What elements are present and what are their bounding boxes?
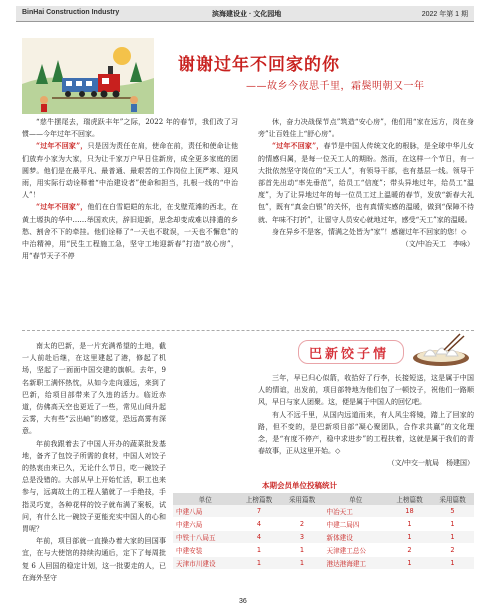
table-row: 天津市川建设 1 1 港达港海建工 1 1 <box>173 557 474 570</box>
paragraph: “过年不回家”，只是因为责任在肩，使命在前，责任和使命让他们放弃小家为大家，只为让千家万户早日住新房，成全更多家庭的团圆梦。他们是在最平凡、最普通、最艰苦的工作岗位上顶严寒、迎风雨，用实际行动诠释着“中治建设者”使命和担当，扎根一线的“中治人”！ <box>22 141 238 200</box>
table-row: 中铁十八局五 4 3 新体建设 1 1 <box>173 531 474 544</box>
paragraph: 有人不远千里，从国内远道而来，有人风尘将镜，踏上了回家的路，但不变的，是巴新项目部“凝心聚团队，合作求共赢”的文化理念，是“有度不停产，稳中求进步”的工程扶着，这就是属于我们的青春故事，正从这里开始。◇ <box>258 410 474 456</box>
column-header: 单位 <box>173 493 238 505</box>
author-signature: （文/中冶天工 李咏） <box>401 240 474 249</box>
paragraph: 年前，项目部就一直操办着大家的回国事宜，在与大使馆的持续沟通后，定下了每周批复 6 人回国的稳定计划，这一批要走的人，已在海外坚守 <box>22 537 166 582</box>
article1-column-left <box>22 116 238 262</box>
column-header: 单位 <box>324 493 389 505</box>
author-signature: （文/中交一航局 杨建国） <box>387 459 474 468</box>
section-divider <box>22 330 474 331</box>
paragraph: 休，奋力决战保节点”筑造“安心房”，他们用“家在远方，岗在身旁”让百姓住上“舒心房”。 <box>258 118 474 139</box>
paragraph: 南太的巴新，是一片充满希望的土地，截一人前赴后继，在这里建起了港，修起了机场，坚起了一面面中国交建的旗帜。去年，9 名新职工满怀热忱，从如今走向遥远，来到了巴新，给项目部带来了久违的活力。临近赤道，仿佛高天空也更近了一些，常见山间升起云雾，大有些“云出岫”的感觉，恐远高雾有深意。 <box>22 342 166 436</box>
article-title: 谢谢过年不回家的你 <box>178 55 340 75</box>
header-right: 2022 年第 1 期 <box>421 11 468 18</box>
article-subtitle: ——故乡今夜思千里，霜鬓明朝又一年 <box>246 81 425 92</box>
paragraph: “慈牛摆尾去，瑞虎跃丰年”之际，2022 年的春节，我们改了习惯——今年过年不回家。 <box>22 118 238 139</box>
header-center: 滨海建设业 · 文化园地 <box>212 11 282 18</box>
column-header: 采用篇数 <box>281 493 324 505</box>
article2-title-banner <box>298 340 404 364</box>
article2-title: 巴新饺子情 <box>309 347 390 362</box>
table-row: 中建六局 4 2 中建二局四 1 1 <box>173 518 474 531</box>
dumplings-illustration <box>410 332 472 368</box>
page-header <box>16 6 474 22</box>
article1-column-right <box>258 116 474 250</box>
paragraph: “过年不回家”，春节是中国人传统文化的根脉，是全球中华儿女的情感归属，是每一位天工人的期盼。然而，在这样一个节日，有一大批依然坚守岗位的“天工人”，有领导干部，也有基层一线。领导干部首先出动“率先垂范”，给员工“信度”；带头异地过年，给员工“温度”，为了让异地过年的每一位员工过上温暖的春节，发放“新春大礼包”，既有“真金白银”的关怀，也有真情实感的温暖，做到“保障不待就、年味不打折”，让留守人员安心就地过年，感受“天工”家的温暖。 <box>258 141 474 224</box>
stats-table-title: 本期会员单位投稿统计 <box>262 481 337 490</box>
table-header-row <box>173 493 474 505</box>
paragraph: 三年，早已归心似箭，收拾好了行李，长接短送，这是属于中国人的情谊，出发前，项目部特地为他们包了一顿饺子，祝他们一路顺风，早日与家人团聚。这，便是属于中国人的回忆吧。 <box>258 374 474 407</box>
paragraph: 年前我跟着去了中国人开办的蔬菜批发基地，备齐了包饺子所需的食材，中国人对饺子的热衷由来已久，无论什么节日，吃一碗饺子总是没错的。大部从早上开始忙活，职工也来参与，远离故土的工程人猫就了一手绝技，手指灵巧宽，各种花样的饺子就布满了案板，试问，有什么比一碗饺子更能充实中国人的心和胃呢？ <box>22 439 166 534</box>
article2-column-right <box>258 372 474 470</box>
article2-column-left <box>22 340 166 584</box>
page-number: 36 <box>239 598 247 605</box>
paragraph: “过年不回家”，他们在白雪皑皑的东北，在戈壁荒滩的西北，在黄土塬执的华中……举国欢庆，辞旧迎新，思念却变成难以排遣的乡愁、割舍不下的牵挂。他们诠释了“一天也不耽误，一天也不懈怠”的中治精神，用“民生工程施工急，坚守工地迎新春”打造“放心房”，用“春节天子不停 <box>22 202 238 261</box>
header-left: BinHai Construction Industry <box>22 9 120 16</box>
table-row: 中建安装 1 1 天津建工总公 2 2 <box>173 544 474 557</box>
column-header: 上榜篇数 <box>388 493 431 505</box>
train-illustration <box>22 38 154 114</box>
column-header: 上榜篇数 <box>238 493 281 505</box>
stats-table <box>173 493 474 570</box>
paragraph: 身在异乡不是客，情满之处皆为“家”！感谢过年不回家的您！◇ <box>272 227 467 236</box>
column-header: 采用篇数 <box>431 493 474 505</box>
table-row: 中建八局 7 中冶天工 18 5 <box>173 505 474 518</box>
